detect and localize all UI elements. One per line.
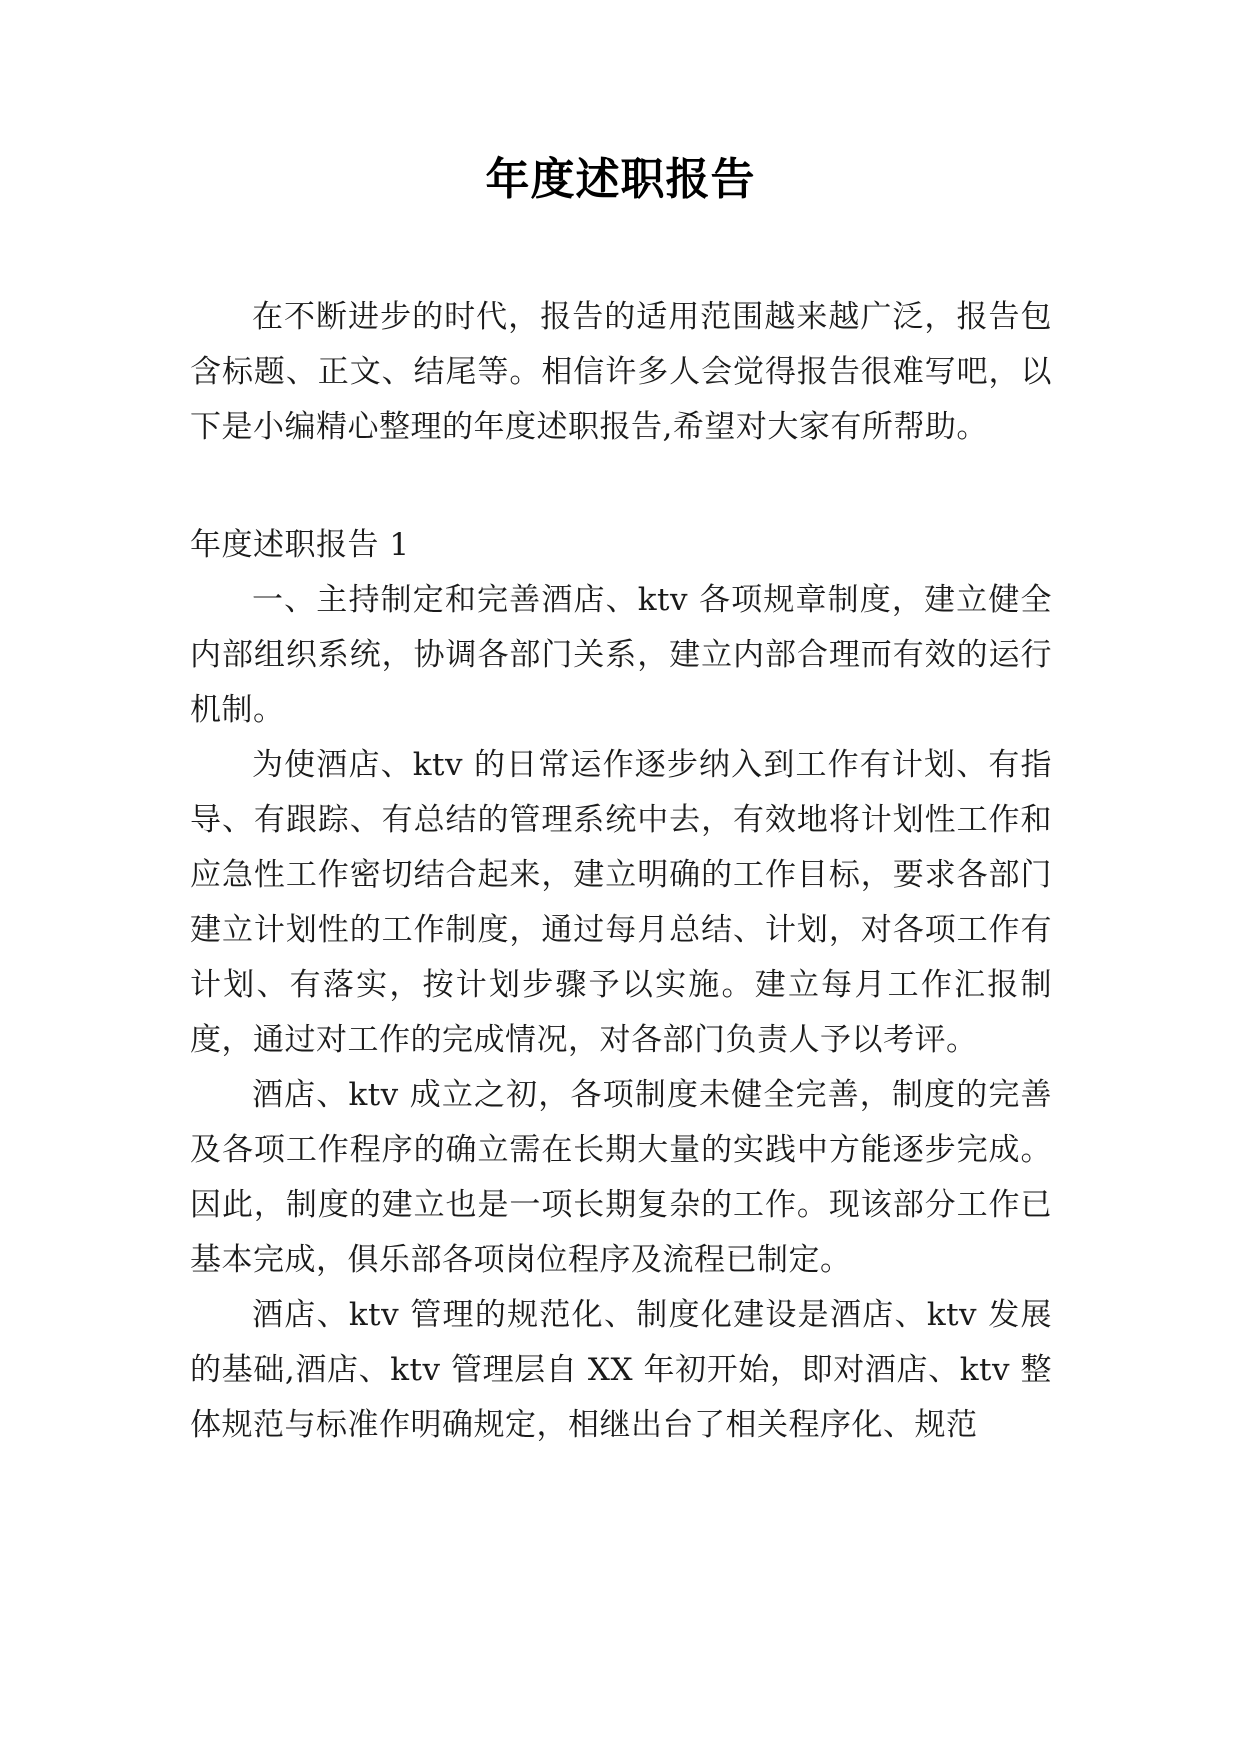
intro-paragraph: 在不断进步的时代，报告的适用范围越来越广泛，报告包含标题、正文、结尾等。相信许多人会觉得报告很难写吧，以下是小编精心整理的年度述职报告,希望对大家有所帮助。	[190, 299, 1052, 445]
body-paragraph-2: 为使酒店、ktv 的日常运作逐步纳入到工作有计划、有指导、有跟踪、有总结的管理系统中去，有效地将计划性工作和应急性工作密切结合起来，建立明确的工作目标，要求各部门建立计划性的工作制度，通过每月总结、计划，对各项工作有计划、有落实，按计划步骤予以实施。建立每月工作汇报制度，通过对工作的完成情况，对各部门负责人予以考评。	[190, 747, 1052, 1058]
document-title: 年度述职报告	[485, 154, 756, 205]
intro-section	[190, 290, 1052, 455]
body-paragraph-4: 酒店、ktv 管理的规范化、制度化建设是酒店、ktv 发展的基础,酒店、ktv 管理层自 XX 年初开始，即对酒店、ktv 整体规范与标准作明确规定，相继出台了相关程序化、规范	[190, 1297, 1052, 1443]
body-paragraph-1: 一、主持制定和完善酒店、ktv 各项规章制度，建立健全内部组织系统，协调各部门关系，建立内部合理而有效的运行机制。	[190, 582, 1052, 728]
report-section	[190, 518, 1052, 1453]
body-paragraph-3: 酒店、ktv 成立之初，各项制度未健全完善，制度的完善及各项工作程序的确立需在长期大量的实践中方能逐步完成。因此，制度的建立也是一项长期复杂的工作。现该部分工作已基本完成，俱乐部各项岗位程序及流程已制定。	[190, 1077, 1052, 1278]
section-heading: 年度述职报告 1	[190, 527, 410, 563]
